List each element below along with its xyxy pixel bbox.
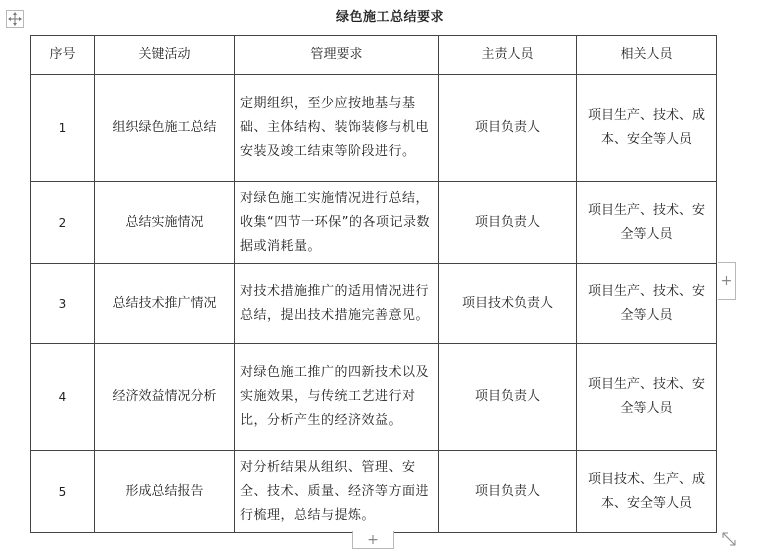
cell-related[interactable]: 项目生产、技术、成本、安全等人员: [577, 75, 717, 182]
cell-activity[interactable]: 形成总结报告: [95, 451, 235, 533]
green-construction-table: [30, 35, 717, 533]
add-row-button[interactable]: [352, 531, 394, 549]
cell-related[interactable]: 项目生产、技术、安全等人员: [577, 344, 717, 451]
cell-owner[interactable]: 项目技术负责人: [439, 264, 577, 344]
table-row: [31, 75, 717, 182]
cell-no[interactable]: 2: [31, 182, 95, 264]
header-activity[interactable]: 关键活动: [95, 36, 235, 75]
cell-requirement[interactable]: 对绿色施工实施情况进行总结，收集“四节一环保”的各项记录数据或消耗量。: [235, 182, 439, 264]
cell-related[interactable]: 项目生产、技术、安全等人员: [577, 264, 717, 344]
cell-requirement[interactable]: 对技术措施推广的适用情况进行总结，提出技术措施完善意见。: [235, 264, 439, 344]
header-owner[interactable]: 主责人员: [439, 36, 577, 75]
cell-related[interactable]: 项目技术、生产、成本、安全等人员: [577, 451, 717, 533]
cell-owner[interactable]: 项目负责人: [439, 75, 577, 182]
cell-requirement[interactable]: 对分析结果从组织、管理、安全、技术、质量、经济等方面进行梳理，总结与提炼。: [235, 451, 439, 533]
document-title: 绿色施工总结要求: [335, 10, 444, 25]
cell-owner[interactable]: 项目负责人: [439, 451, 577, 533]
add-column-button[interactable]: [718, 262, 736, 300]
table-row: [31, 344, 717, 451]
cell-no[interactable]: 1: [31, 75, 95, 182]
cell-activity[interactable]: 组织绿色施工总结: [95, 75, 235, 182]
header-no[interactable]: 序号: [31, 36, 95, 75]
cell-activity[interactable]: 总结实施情况: [95, 182, 235, 264]
header-requirement[interactable]: 管理要求: [235, 36, 439, 75]
plus-icon: +: [720, 273, 733, 289]
header-related[interactable]: 相关人员: [577, 36, 717, 75]
cell-owner[interactable]: 项目负责人: [439, 344, 577, 451]
cell-related[interactable]: 项目生产、技术、安全等人员: [577, 182, 717, 264]
table-row: [31, 264, 717, 344]
cell-requirement[interactable]: 对绿色施工推广的四新技术以及实施效果，与传统工艺进行对比，分析产生的经济效益。: [235, 344, 439, 451]
cell-activity[interactable]: 总结技术推广情况: [95, 264, 235, 344]
table-row: [31, 182, 717, 264]
cell-no[interactable]: 5: [31, 451, 95, 533]
cell-no[interactable]: 4: [31, 344, 95, 451]
cell-requirement[interactable]: 定期组织，至少应按地基与基础、主体结构、装饰装修与机电安装及竣工结束等阶段进行。: [235, 75, 439, 182]
resize-diagonal-glyph: [720, 530, 738, 548]
cell-no[interactable]: 3: [31, 264, 95, 344]
plus-icon: +: [367, 531, 379, 548]
cell-activity[interactable]: 经济效益情况分析: [95, 344, 235, 451]
table-header-row: [31, 36, 717, 75]
table-row: [31, 451, 717, 533]
resize-diagonal-icon[interactable]: [720, 530, 738, 548]
cell-owner[interactable]: 项目负责人: [439, 182, 577, 264]
